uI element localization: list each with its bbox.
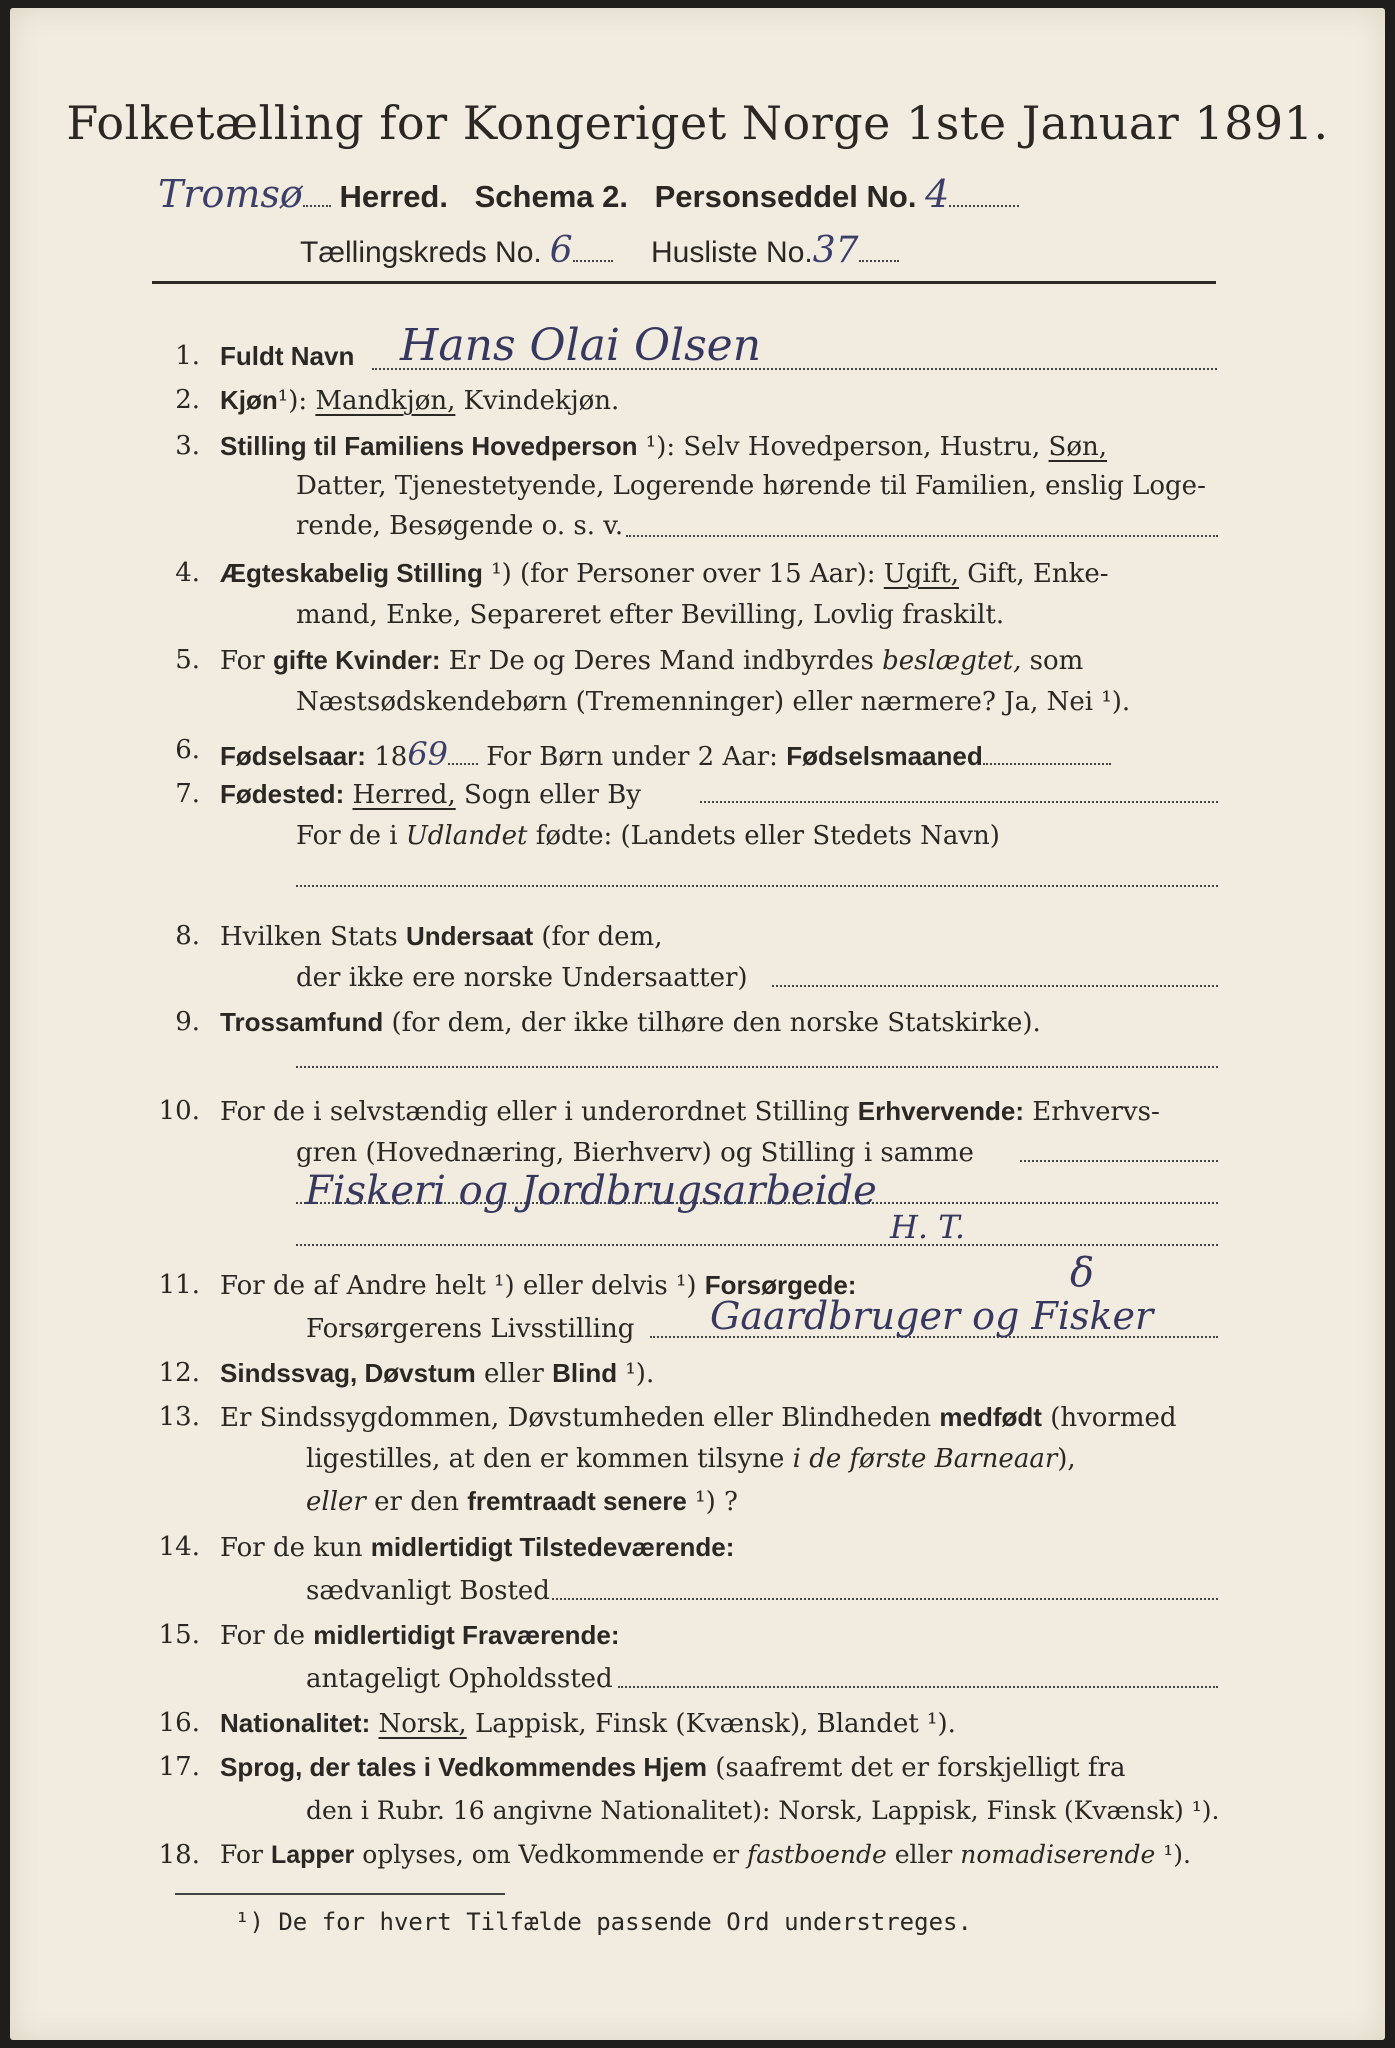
item-10-number: 10. <box>158 1096 200 1126</box>
item-13-line-3: eller er den fremtraadt senere ¹) ? <box>306 1486 738 1517</box>
item-10-field-3 <box>296 1244 1218 1246</box>
item-11-line-1: For de af Andre helt ¹) eller delvis ¹) Forsørgede: <box>220 1270 857 1301</box>
item-15-line-2: antageligt Opholdssted <box>306 1664 613 1694</box>
personseddel-number: 4 <box>925 172 950 216</box>
item-8-number: 8. <box>175 921 200 951</box>
census-form <box>10 8 1385 2040</box>
item-14-number: 14. <box>158 1532 200 1562</box>
item-18-number: 18. <box>158 1840 200 1870</box>
item-5-line-2: Næstsødskendebørn (Tremenninger) eller nærmere? Ja, Nei ¹). <box>296 687 1131 717</box>
herred-label: Herred. <box>339 179 448 214</box>
item-7-line-2: For de i Udlandet fødte: (Landets eller Stedets Navn) <box>296 821 1000 851</box>
item-5-number: 5. <box>175 645 200 675</box>
birth-year-answer: 69 <box>407 735 449 773</box>
header-line-3 <box>300 230 899 271</box>
item-13-line-1: Er Sindssygdommen, Døvstumheden eller Blindheden medfødt (hvormed <box>220 1402 1177 1433</box>
item-11-answer: Gaardbruger og Fisker <box>710 1294 1154 1338</box>
item-15-line-1: For de midlertidigt Fraværende: <box>220 1620 620 1651</box>
item-16-number: 16. <box>158 1708 200 1738</box>
header-rule <box>152 281 1216 284</box>
item-10-field <box>1020 1160 1218 1162</box>
item-3-line-1: Stilling til Familiens Hovedperson ¹): Selv Hovedperson, Hustru, Søn, <box>220 431 1108 462</box>
husliste-label: Husliste No. <box>651 236 813 269</box>
item-7-number: 7. <box>175 779 200 809</box>
personseddel-label: Personseddel No. <box>654 179 917 214</box>
item-3-number: 3. <box>175 431 200 461</box>
item-9-number: 9. <box>175 1007 200 1037</box>
item-1-label: Fuldt Navn <box>220 341 355 371</box>
item-8-line-1: Hvilken Stats Undersaat (for dem, <box>220 921 663 952</box>
item-10-initials: H. T. <box>890 1208 966 1246</box>
item-3-line-3: rende, Besøgende o. s. v. <box>296 511 624 541</box>
item-4-number: 4. <box>175 558 200 588</box>
husliste-number: 37 <box>812 230 859 271</box>
item-6-number: 6. <box>175 735 200 765</box>
item-2-number: 2. <box>175 385 200 415</box>
item-12-text: Sindssvag, Døvstum eller Blind ¹). <box>220 1358 655 1389</box>
item-1-answer: Hans Olai Olsen <box>400 320 762 371</box>
footnote: ¹) De for hvert Tilfælde passende Ord understreges. <box>235 1908 972 1936</box>
item-3-field <box>626 535 1218 537</box>
item-3-line-2: Datter, Tjenestetyende, Logerende hørende til Familien, enslig Loge- <box>296 471 1206 501</box>
item-7-field-2 <box>296 885 1218 887</box>
item-1-number: 1. <box>175 341 200 371</box>
item-2-text: Kjøn¹): Mandkjøn, Kvindekjøn. <box>220 385 620 416</box>
item-13-number: 13. <box>158 1402 200 1432</box>
item-7-field <box>700 801 1218 803</box>
item-11-number: 11. <box>158 1270 200 1300</box>
herred-name: Tromsø <box>158 172 303 216</box>
item-4-line-1: Ægteskabelig Stilling ¹) (for Personer over 15 Aar): Ugift, Gift, Enke- <box>220 558 1109 589</box>
item-7-line-1: Fødested: Herred, Sogn eller By <box>220 779 641 810</box>
item-8-line-2: der ikke ere norske Undersaatter) <box>296 963 748 993</box>
item-10-line-2: gren (Hovednæring, Bierhverv) og Stilling i samme <box>296 1138 974 1168</box>
item-15-number: 15. <box>158 1620 200 1650</box>
item-14-line-1: For de kun midlertidigt Tilstedeværende: <box>220 1532 735 1563</box>
item-10-answer: Fiskeri og Jordbrugsarbeide <box>305 1168 877 1214</box>
item-13-line-2: ligestilles, at den er kommen tilsyne i de første Barneaar), <box>306 1444 1076 1474</box>
item-17-line-2: den i Rubr. 16 angivne Nationalitet): Norsk, Lappisk, Finsk (Kvænsk) ¹). <box>306 1796 1220 1825</box>
schema-label: Schema 2. <box>474 179 628 214</box>
item-15-field <box>618 1686 1218 1688</box>
item-9-text: Trossamfund (for dem, der ikke tilhøre den norske Statskirke). <box>220 1007 1041 1038</box>
item-4-line-2: mand, Enke, Separeret efter Bevilling, Lovlig fraskilt. <box>296 600 1005 630</box>
item-8-field <box>772 985 1218 987</box>
form-title: Folketælling for Kongeriget Norge 1ste Januar 1891. <box>66 96 1329 150</box>
item-14-field <box>552 1598 1218 1600</box>
item-17-number: 17. <box>158 1752 200 1782</box>
item-6-text: Fødselsaar: 1869 For Børn under 2 Aar: Fødselsmaaned <box>220 735 1111 773</box>
header-line-2 <box>158 172 1019 216</box>
footnote-rule <box>175 1893 505 1895</box>
item-10-line-1: For de i selvstændig eller i underordnet Stilling Erhvervende: Erhvervs- <box>220 1096 1160 1127</box>
item-16-text: Nationalitet: Norsk, Lappisk, Finsk (Kvænsk), Blandet ¹). <box>220 1708 956 1739</box>
item-9-field <box>296 1066 1218 1068</box>
item-18-text: For Lapper oplyses, om Vedkommende er fastboende eller nomadiserende ¹). <box>220 1840 1191 1869</box>
item-11-line-2: Forsørgerens Livsstilling <box>306 1314 635 1344</box>
item-11-mark: δ <box>1070 1250 1095 1296</box>
item-12-number: 12. <box>158 1358 200 1388</box>
kreds-number: 6 <box>549 230 573 271</box>
item-17-line-1: Sprog, der tales i Vedkommendes Hjem (saafremt det er forskjelligt fra <box>220 1752 1126 1783</box>
kreds-label: Tællingskreds No. <box>300 236 542 269</box>
item-5-line-1: For gifte Kvinder: Er De og Deres Mand indbyrdes beslægtet, som <box>220 645 1084 676</box>
item-14-line-2: sædvanligt Bosted <box>306 1576 550 1606</box>
